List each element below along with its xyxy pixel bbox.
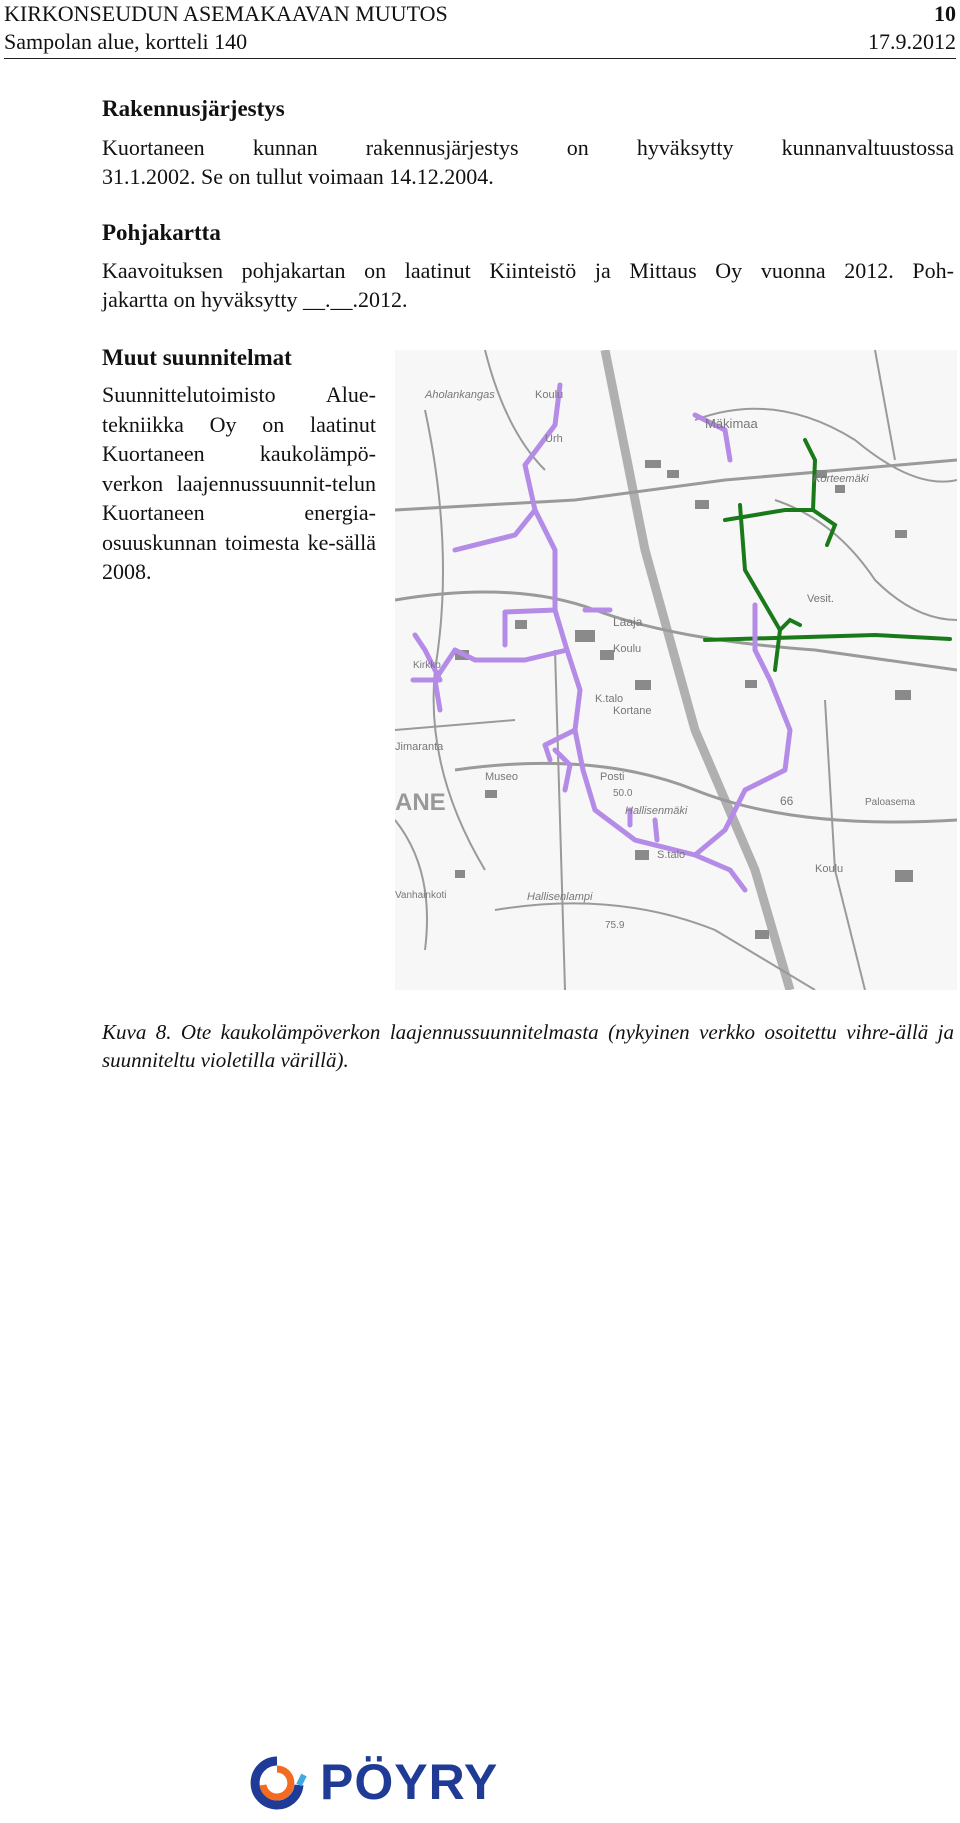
map-label-urh: Urh [545, 433, 563, 445]
existing-pipe [780, 620, 800, 630]
map-label-koulu-center: Koulu [613, 643, 642, 655]
building [895, 530, 907, 538]
figure-caption: Kuva 8. Ote kaukolämpöverkon laajennussuunnitelmasta (nykyinen verkko osoitettu vihre-ällä ja suunniteltu violetilla värillä). [102, 1020, 954, 1072]
paragraph-line: 31.1.2002. Se on tullut voimaan 14.12.2004. [102, 164, 494, 189]
existing-pipe [813, 510, 835, 545]
building [485, 790, 497, 798]
map-label-jimaranta: Jimaranta [395, 741, 444, 753]
map-label-aholankangas: Aholankangas [425, 389, 495, 401]
road [825, 700, 865, 990]
road [775, 500, 957, 620]
map-label-makimaa: Mäkimaa [705, 416, 758, 431]
map-label-height-75-9: 75.9 [605, 920, 625, 931]
map-label-vanhainkoti: Vanhainkoti [395, 890, 447, 901]
building [645, 460, 661, 468]
paragraph-line: jakartta on hyväksytty __.__.2012. [102, 287, 408, 312]
map-label-vesit: Vesit. [807, 593, 834, 605]
road [395, 460, 957, 510]
header-left [4, 0, 448, 56]
building [895, 870, 913, 882]
section-heading-rakennusjarjestys: Rakennusjärjestys [102, 96, 285, 121]
road [395, 820, 427, 950]
poyry-logo-mark [242, 1755, 312, 1810]
map-label-posti: Posti [600, 771, 625, 783]
map-label-koulu-north: Koulu [535, 389, 564, 401]
paragraph-line: Kuortaneen kunnan rakennusjärjestys on hyväksytty kunnanvaltuustossa [102, 135, 954, 160]
building [667, 470, 679, 478]
poyry-logo-text: PÖYRY [320, 1754, 499, 1810]
map-label-laaja: Laaja [613, 615, 643, 629]
road [455, 763, 957, 822]
section-heading-muut-suunnitelmat: Muut suunnitelmat [102, 345, 292, 370]
map-label-hallisenlampi: Hallisenlampi [527, 891, 593, 903]
road [395, 720, 515, 730]
document-subtitle: Sampolan alue, kortteli 140 [4, 29, 248, 54]
planned-pipe [655, 820, 657, 840]
header-right [868, 0, 956, 56]
building [695, 500, 709, 509]
building [745, 680, 757, 688]
map-label-height-50: 50.0 [613, 788, 633, 799]
building [755, 930, 769, 939]
map-label-paloasema: Paloasema [865, 797, 916, 808]
building [835, 485, 845, 493]
road [875, 350, 895, 460]
road-network [395, 350, 957, 990]
map-label-kirkko: Kirkko [413, 660, 441, 671]
section-heading-pohjakartta: Pohjakartta [102, 220, 221, 245]
building [455, 870, 465, 878]
building [895, 690, 911, 700]
pohjakartta-paragraph [102, 256, 954, 314]
paragraph-line: Kaavoituksen pohjakartan on laatinut Kiinteistö ja Mittaus Oy vuonna 2012. Poh- [102, 258, 954, 283]
document-title: KIRKONSEUDUN ASEMAKAAVAN MUUTOS [4, 1, 448, 26]
map-label-stalo: S.talo [657, 849, 686, 861]
map-label-ktalo: K.talo [595, 693, 624, 705]
existing-pipe [725, 510, 813, 520]
map-label-kortane: Kortane [613, 705, 652, 717]
planned-pipe [455, 510, 535, 550]
planned-pipe [505, 610, 555, 645]
map-label-hallisenmaki: Hallisenmäki [625, 805, 688, 817]
map-label-road-66: 66 [780, 794, 794, 808]
rakennusjarjestys-paragraph [102, 133, 954, 191]
header-divider [4, 58, 956, 59]
building [515, 620, 527, 629]
muut-suunnitelmat-paragraph: Suunnittelutoimisto Alue-tekniikka Oy on laatinut Kuortaneen kaukolämpö-verkon laajennussuunnit-telun Kuortaneen energia-osuuskunnan toimesta ke-sällä 2008. [102, 382, 376, 584]
building [635, 680, 651, 690]
planned-pipe [455, 650, 567, 660]
map-label-korteemaki: Korteemäki [813, 473, 869, 485]
poyry-logo [242, 1755, 542, 1810]
district-heating-map [395, 350, 957, 990]
road [555, 650, 565, 990]
map-label-museo: Museo [485, 771, 519, 783]
map-svg [395, 350, 957, 990]
building [600, 650, 614, 660]
building [575, 630, 595, 642]
document-date: 17.9.2012 [868, 29, 956, 54]
page-number: 10 [934, 1, 956, 26]
building [635, 850, 649, 860]
existing-pipe [705, 635, 950, 640]
map-label-koulu-south: Koulu [815, 863, 844, 875]
map-label-ane: ANE [395, 789, 446, 816]
